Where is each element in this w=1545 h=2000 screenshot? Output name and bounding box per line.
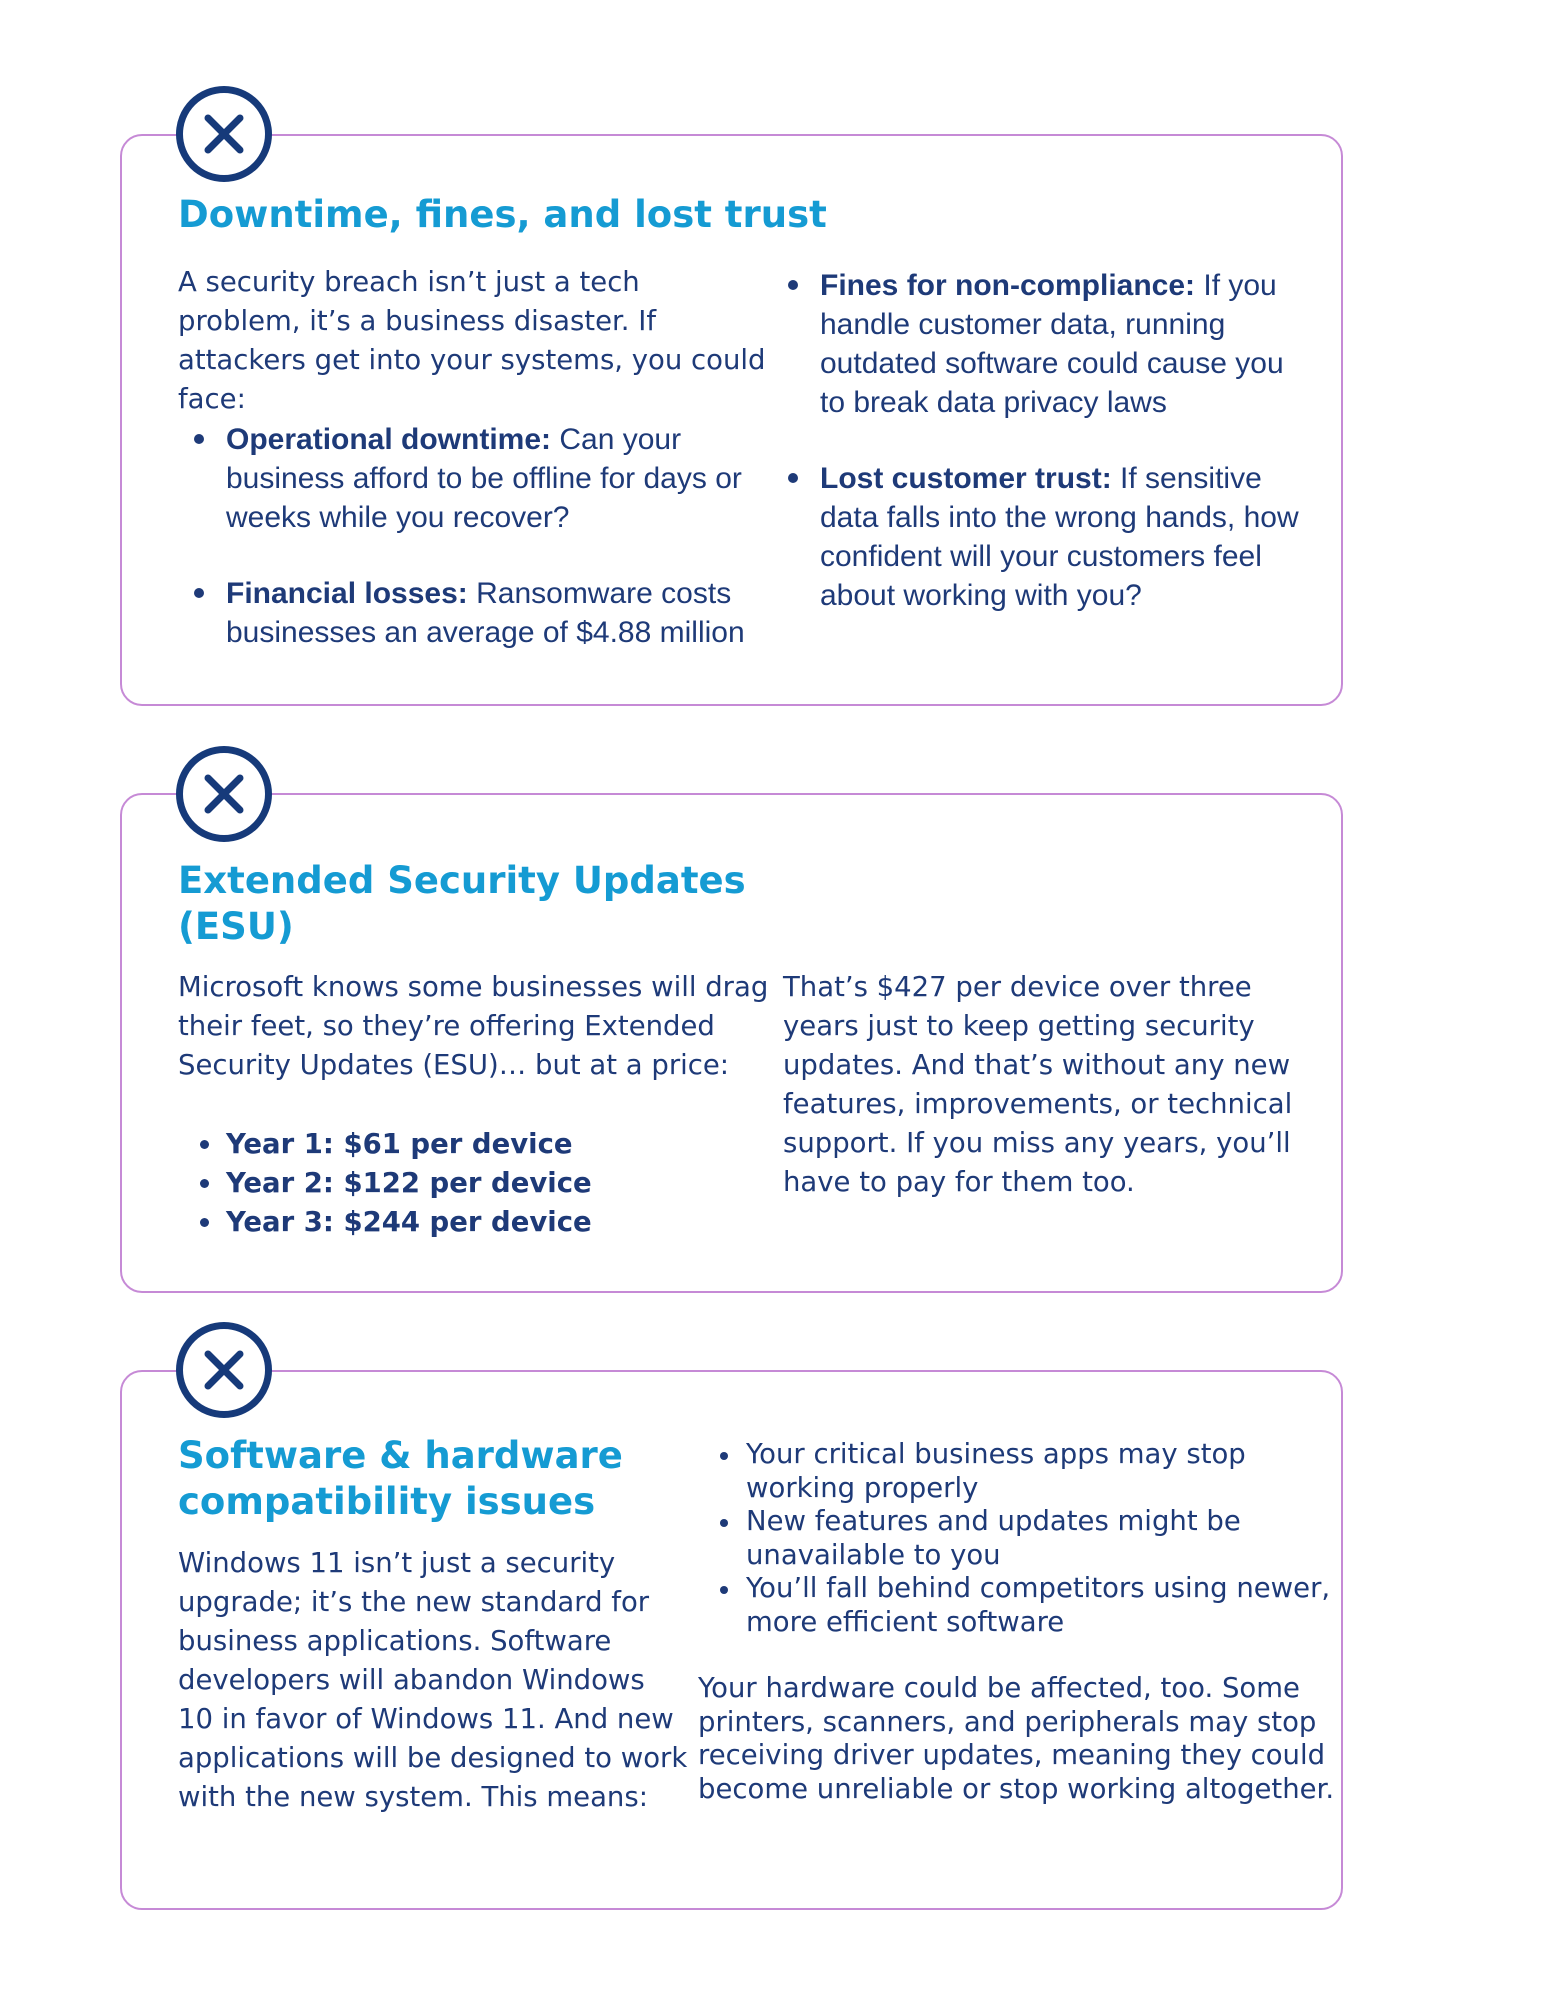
- section-title: [178, 858, 798, 950]
- title-line: Extended Security Updates: [178, 859, 746, 902]
- section-intro: A security breach isn’t just a tech problem, it’s a business disaster. If attackers get into your systems, you could face:: [178, 266, 766, 415]
- title-line: compatibility issues: [178, 1480, 596, 1523]
- list-item: [178, 1164, 678, 1203]
- title-line: (ESU): [178, 905, 294, 948]
- price-list: [178, 1125, 678, 1242]
- section-right-text: That’s $427 per device over three years just to keep getting security updates. And that’s without any new features, improvements, or technical support. If you miss any years, you’ll have to pay for them too.: [783, 971, 1293, 1198]
- close-circle-icon: [176, 86, 272, 182]
- close-circle-icon: [176, 746, 272, 842]
- bullet-label: Fines for non-compliance:: [820, 269, 1196, 302]
- section-title: [178, 1433, 698, 1525]
- list-item: [710, 1438, 1340, 1505]
- list-item: [178, 1203, 678, 1242]
- price-item: Year 1: $61 per device: [226, 1128, 573, 1160]
- impact-list: [710, 1438, 1340, 1639]
- bullet-text: If sensitive data falls into the wrong hands, how confident will your customers feel about working with you?: [820, 462, 1299, 612]
- impact-text: New features and updates might be unavailable to you: [746, 1505, 1241, 1571]
- impact-text: Your critical business apps may stop working properly: [746, 1438, 1246, 1504]
- price-item: Year 3: $244 per device: [226, 1206, 592, 1238]
- list-item: [710, 1505, 1340, 1572]
- bullet-label: Lost customer trust:: [820, 462, 1112, 495]
- bullet-text: If you handle customer data, running outdated software could cause you to break data privacy laws: [820, 269, 1284, 419]
- impact-text: You’ll fall behind competitors using newer, more efficient software: [746, 1572, 1331, 1638]
- close-circle-icon: [176, 1322, 272, 1418]
- section-title: Downtime, fines, and lost trust: [178, 193, 827, 236]
- bullet-text: Can your business afford to be offline for days or weeks while you recover?: [226, 423, 742, 534]
- bullet-label: Operational downtime:: [226, 423, 552, 456]
- list-item: [710, 1572, 1340, 1639]
- section-right-text: Your hardware could be affected, too. Some printers, scanners, and peripherals may stop receiving driver updates, meaning they could become unreliable or stop working altogether.: [698, 1672, 1335, 1805]
- list-item: [178, 1125, 678, 1164]
- price-item: Year 2: $122 per device: [226, 1167, 592, 1199]
- title-line: Software & hardware: [178, 1434, 623, 1477]
- section-intro: Windows 11 isn’t just a security upgrade; it’s the new standard for business applications. Software developers will abandon Windows 10 in favor of Windows 11. And new applications will be designed to work with the new system. This means:: [178, 1547, 688, 1813]
- bullet-label: Financial losses:: [226, 577, 468, 610]
- bullet-text: Ransomware costs businesses an average of $4.88 million: [226, 577, 745, 649]
- section-intro: Microsoft knows some businesses will drag their feet, so they’re offering Extended Security Updates (ESU)… but at a price:: [178, 971, 769, 1081]
